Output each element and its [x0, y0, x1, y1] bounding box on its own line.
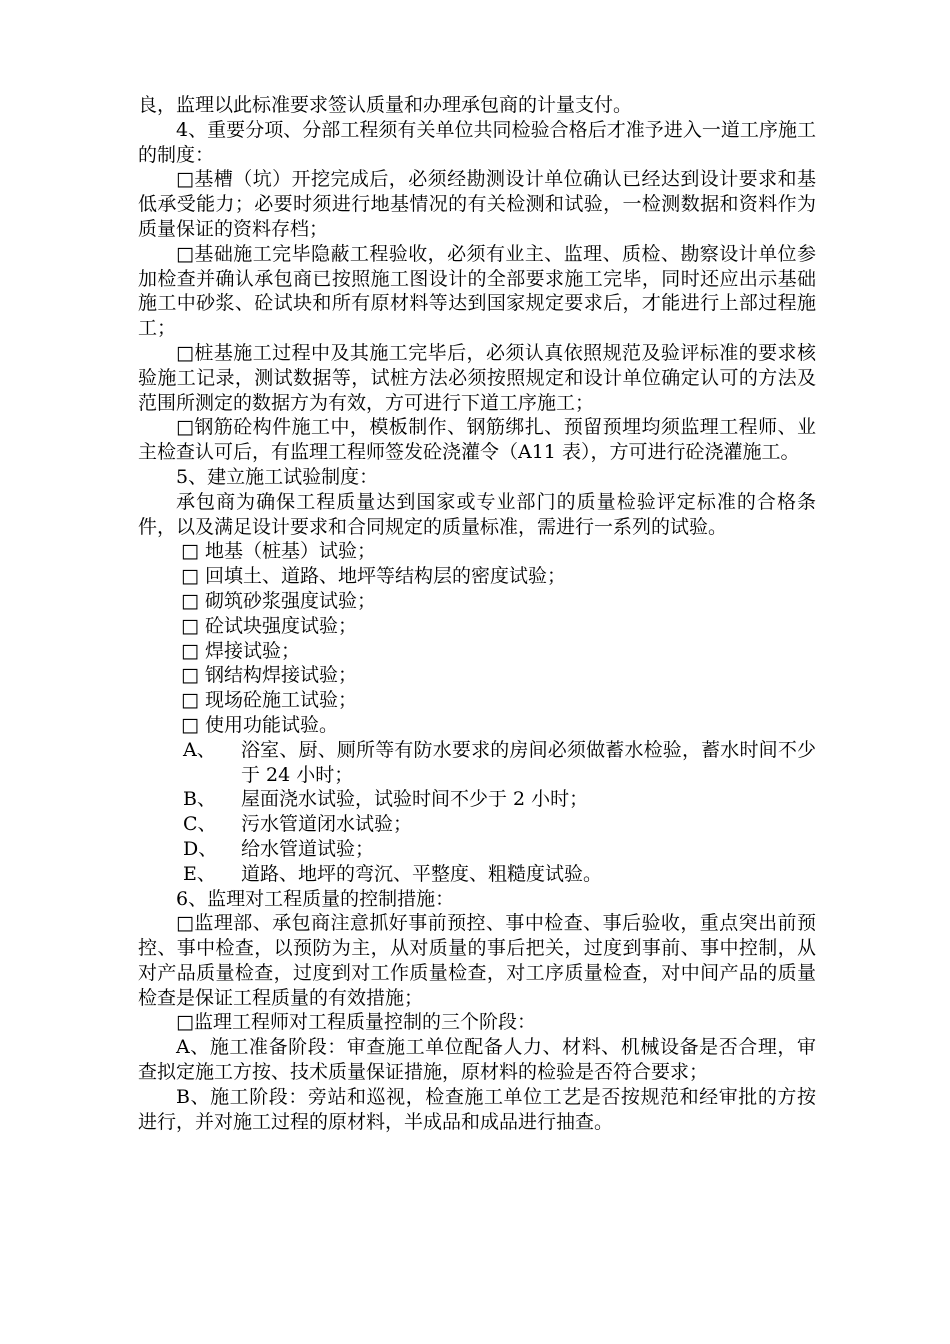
- lettered-list-item: [138, 837, 816, 862]
- paragraph-control-approach: □监理部、承包商注意抓好事前预控、事中检查、事后验收，重点突出前预控、事中检查，以预防为主，从对质量的事后把关，过度到事前、事中控制，从对产品质量检查，过度到对工作质量检查，对工序质量检查，对中间产品的质量检查是保证工程质量的有效措施；: [138, 912, 816, 1009]
- lettered-list-item: [138, 738, 816, 788]
- list-label: B、: [183, 788, 216, 811]
- lettered-list-item: [138, 812, 816, 837]
- paragraph-pile-foundation: □桩基施工过程中及其施工完毕后，必须认真依照规范及验评标准的要求核验施工记录，测试数据等，试桩方法必须按照规定和设计单位确定认可的方法及范围所测定的数据方为有效，方可进行下道工序施工；: [138, 341, 816, 414]
- paragraph-concealed-works: □基础施工完毕隐蔽工程验收，必须有业主、监理、质检、勘察设计单位参加检查并确认承包商已按照施工图设计的全部要求施工完毕，同时还应出示基础施工中砂浆、砼试块和所有原材料等达到国家规定要求后，才能进行上部过程施工；: [138, 242, 816, 340]
- list-text: 屋面浇水试验，试验时间不少于 2 小时；: [241, 788, 589, 811]
- paragraph-stage-b: B、施工阶段：旁站和巡视，检查施工单位工艺是否按规范和经审批的方按进行，并对施工过程的原材料，半成品和成品进行抽查。: [138, 1085, 816, 1133]
- list-label: E、: [183, 862, 216, 885]
- checklist-item: □ 现场砼施工试验；: [181, 689, 357, 712]
- list-text: 道路、地坪的弯沉、平整度、粗糙度试验。: [241, 862, 603, 885]
- list-text: 浴室、厨、厕所等有防水要求的房间必须做蓄水检验，蓄水时间不少于 24 小时；: [241, 738, 816, 786]
- lettered-list-item: [138, 787, 816, 812]
- section-heading-5: 5、建立施工试验制度：: [176, 465, 379, 488]
- paragraph-continuation: 良，监理以此标准要求签认质量和办理承包商的计量支付。: [138, 94, 633, 116]
- checklist-item: □ 回填土、道路、地坪等结构层的密度试验；: [181, 565, 566, 588]
- lettered-list-item: [138, 862, 816, 887]
- checklist-item: □ 砌筑砂浆强度试验；: [181, 589, 376, 612]
- section-heading-4: 4、重要分项、分部工程须有关单位共同检验合格后才准予进入一道工序施工的制度：: [138, 118, 816, 166]
- paragraph-stage-a: A、施工准备阶段：审查施工单位配备人力、材料、机械设备是否合理，审查拟定施工方按、技术质量保证措施，原材料的检验是否符合要求；: [138, 1036, 816, 1084]
- paragraph-foundation-trench: □基槽（坑）开挖完成后，必须经勘测设计单位确认已经达到设计要求和基低承受能力；必要时须进行地基情况的有关检测和试验，一检测数据和资料作为质量保证的资料存档；: [138, 168, 816, 240]
- list-text: 污水管道闭水试验；: [241, 813, 413, 836]
- list-label: A、: [183, 738, 216, 761]
- checklist-item: □ 地基（桩基）试验；: [181, 540, 376, 563]
- list-text: 给水管道试验；: [241, 837, 375, 860]
- checklist-item: □ 钢结构焊接试验；: [181, 664, 357, 687]
- paragraph-testing-intro: 承包商为确保工程质量达到国家或专业部门的质量检验评定标准的合格条件，以及满足设计要求和合同规定的质量标准，需进行一系列的试验。: [138, 490, 816, 538]
- paragraph-three-stages: □监理工程师对工程质量控制的三个阶段：: [176, 1011, 536, 1034]
- paragraph-reinforced-concrete: □钢筋砼构件施工中，模板制作、钢筋绑扎、预留预埋均须监理工程师、业主检查认可后，有监理工程师签发砼浇灌令（A11 表），方可进行砼浇灌施工。: [138, 416, 816, 464]
- section-heading-6: 6、监理对工程质量的控制措施：: [176, 887, 455, 910]
- document-page: [138, 93, 816, 1134]
- list-label: C、: [183, 813, 217, 836]
- checklist-item: □ 焊接试验；: [181, 639, 300, 662]
- list-label: D、: [183, 837, 218, 860]
- checklist-item: □ 砼试块强度试验；: [181, 614, 357, 637]
- checklist-item: □ 使用功能试验。: [181, 713, 338, 736]
